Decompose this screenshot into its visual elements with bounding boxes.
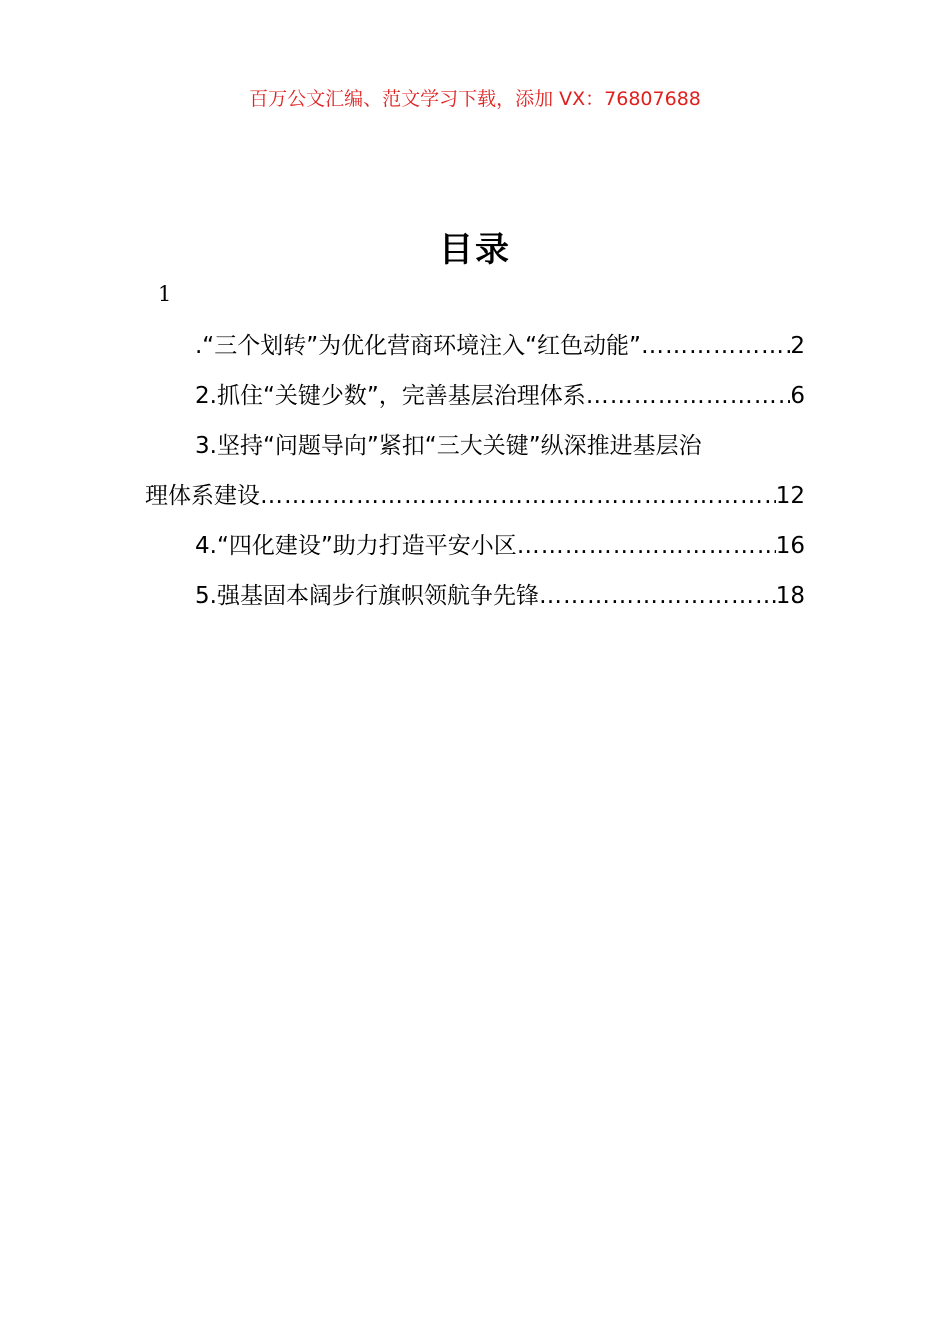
toc-leader-dots xyxy=(586,376,791,416)
toc-leader-dots xyxy=(517,526,776,566)
toc-entry-title: 5.强基固本阔步行旗帜领航争先锋 xyxy=(195,583,539,609)
toc-entry-3-line1[interactable] xyxy=(145,426,805,476)
toc-entry-title-continued: 理体系建设 xyxy=(145,483,260,509)
toc-entry-2[interactable] xyxy=(145,376,805,426)
toc-entry-page: 16 xyxy=(775,533,805,559)
toc-entry-3-line2[interactable] xyxy=(145,476,805,526)
toc-leader-dots xyxy=(539,576,776,616)
stray-number: 1 xyxy=(158,282,172,306)
toc-entry-page: 18 xyxy=(775,583,805,609)
toc-entry-title: .“三个划转”为优化营商环境注入“红色动能” xyxy=(195,333,641,359)
watermark-header: 百万公文汇编、范文学习下载，添加 VX：76807688 xyxy=(249,88,701,110)
toc-entry-5[interactable] xyxy=(145,576,805,626)
toc-entry-page: 12 xyxy=(775,483,805,509)
toc-entry-4[interactable] xyxy=(145,526,805,576)
toc-entry-page: 2 xyxy=(790,333,805,359)
toc-entry-title: 3.坚持“问题导向”紧扣“三大关键”纵深推进基层治 xyxy=(195,433,702,459)
toc-entry-title: 2.抓住“关键少数”，完善基层治理体系 xyxy=(195,383,586,409)
toc-leader-dots xyxy=(260,476,776,516)
page-title: 目录 xyxy=(439,230,511,270)
toc-entry-1[interactable] xyxy=(145,326,805,376)
toc-leader-dots xyxy=(641,326,790,366)
toc-entry-title: 4.“四化建设”助力打造平安小区 xyxy=(195,533,517,559)
table-of-contents xyxy=(145,326,805,626)
toc-entry-page: 6 xyxy=(790,383,805,409)
